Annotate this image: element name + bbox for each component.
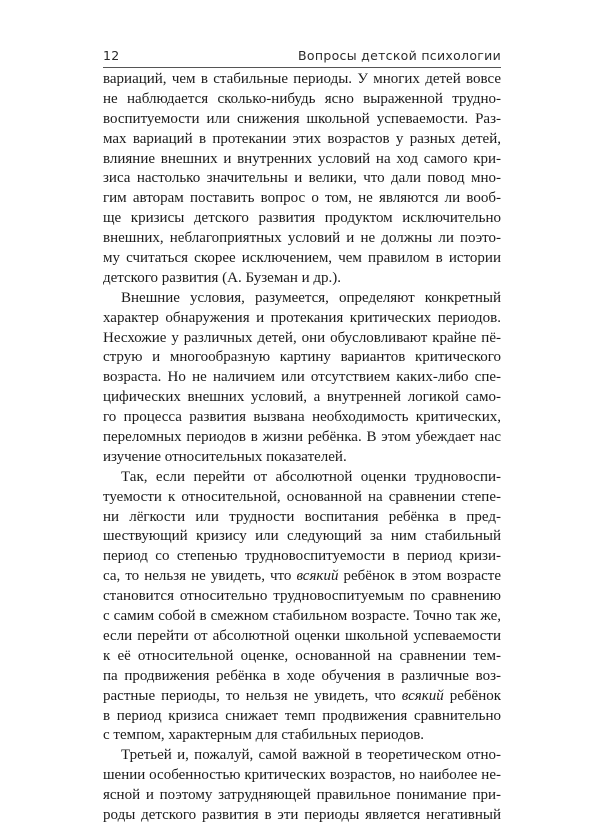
text-segment: с темпом, характерным для стабильных периодов. <box>103 727 425 744</box>
text-segment: внешних, неблагоприятных условий и не должны ли поэто- <box>103 230 501 247</box>
text-segment: в период кризиса снижает темп продвижения сравнительно <box>103 707 501 724</box>
text-segment: шествующий кризису или следующий за ним стабильный <box>103 528 501 545</box>
text-segment: мах вариаций в протекании этих возрастов у разных детей, <box>103 130 501 147</box>
text-segment: характер обнаружения и протекания критических периодов. <box>103 309 501 326</box>
running-header <box>103 48 501 68</box>
text-line <box>103 368 501 388</box>
text-line <box>103 150 501 170</box>
text-line <box>103 309 501 329</box>
text-line <box>103 70 501 90</box>
text-line <box>103 269 501 289</box>
text-segment: с самим собой в смежном стабильном возрасте. Точно так же, <box>103 608 501 625</box>
text-segment: гим авторам поставить вопрос о том, не являются ли вооб- <box>103 190 501 207</box>
text-segment: вариаций, чем в стабильные периоды. У многих детей вовсе <box>103 71 501 87</box>
text-segment: воспитуемости или снижения школьной успеваемости. Раз- <box>103 110 501 127</box>
text-line <box>103 547 501 567</box>
text-line <box>103 806 501 826</box>
text-line <box>103 607 501 627</box>
text-line <box>103 130 501 150</box>
text-segment: зиса настолько значительны и велики, что дали повод мно- <box>103 170 501 187</box>
text-segment: Внешние условия, разумеется, определяют конкретный <box>121 289 501 306</box>
text-segment: струю и многообразную картину вариантов критического <box>103 349 501 366</box>
text-line <box>103 90 501 110</box>
body-text <box>103 70 501 826</box>
text-segment: ребёнок <box>443 687 501 704</box>
text-segment: не наблюдается сколько-нибудь ясно выраженной трудно- <box>103 90 501 107</box>
text-line <box>103 527 501 547</box>
text-line <box>103 209 501 229</box>
text-line <box>103 687 501 707</box>
text-line <box>103 189 501 209</box>
text-line <box>103 169 501 189</box>
text-segment: ясной и поэтому затрудняющей правильное понимание при- <box>103 787 501 804</box>
text-segment: па продвижения ребёнка в ходе обучения в различные воз- <box>103 667 501 684</box>
text-segment: влияние внешних и внутренних условий на ход самого кри- <box>103 150 501 167</box>
text-line <box>103 746 501 766</box>
text-segment: шении особенностью критических возрастов, но наиболее не- <box>103 767 501 784</box>
running-title: Вопросы детской психологии <box>298 48 501 63</box>
text-line <box>103 488 501 508</box>
text-line <box>103 428 501 448</box>
text-line <box>103 587 501 607</box>
text-segment: цифических внешних условий, а внутренней логикой само- <box>103 389 501 406</box>
text-segment: го процесса развития вызвана необходимость критических, <box>103 409 501 426</box>
text-line <box>103 647 501 667</box>
text-segment: ни лёгкости или трудности воспитания ребёнка в пред- <box>103 508 501 525</box>
text-line <box>103 468 501 488</box>
page-number: 12 <box>103 48 120 63</box>
text-segment: возраста. Но не наличием или отсутствием каких-либо спе- <box>103 369 501 386</box>
text-line <box>103 388 501 408</box>
text-line <box>103 348 501 368</box>
text-segment: период со степенью трудновоспитуемости в период кризи- <box>103 548 501 565</box>
text-line <box>103 329 501 349</box>
text-line <box>103 249 501 269</box>
emphasis-word: всякий <box>296 568 339 585</box>
text-line <box>103 627 501 647</box>
text-line <box>103 766 501 786</box>
text-line <box>103 667 501 687</box>
text-line <box>103 408 501 428</box>
text-segment: изучение относительных показателей. <box>103 448 347 465</box>
text-segment: если перейти от абсолютной оценки школьной успеваемости <box>103 627 501 644</box>
text-line <box>103 786 501 806</box>
text-segment: становится относительно трудновоспитуемым по сравнению <box>103 588 501 605</box>
text-segment: ще кризисы детского развития продуктом исключительно <box>103 210 501 227</box>
text-segment: детского развития (А. Буземан и др.). <box>103 269 342 286</box>
text-line <box>103 110 501 130</box>
header-rule <box>103 67 501 68</box>
text-line <box>103 567 501 587</box>
text-line <box>103 726 501 746</box>
text-segment: растные периоды, то нельзя не увидеть, что <box>103 687 402 704</box>
text-line <box>103 707 501 727</box>
text-line <box>103 289 501 309</box>
text-segment: Несхожие у различных детей, они обусловливают крайне пё- <box>103 329 501 346</box>
text-segment: переломных периодов в жизни ребёнка. В этом убеждает нас <box>103 429 501 446</box>
text-segment: са, то нельзя не увидеть, что <box>103 568 297 585</box>
text-segment: роды детского развития в эти периоды является негативный <box>103 806 501 823</box>
text-segment: к её относительной оценке, основанной на сравнении тем- <box>103 647 501 664</box>
emphasis-word: всякий <box>401 687 444 704</box>
text-segment: Третьей и, пожалуй, самой важной в теоретическом отно- <box>121 747 501 764</box>
text-segment: туемости к относительной, основанной на сравнении степе- <box>103 488 501 505</box>
text-segment: му считаться скорее исключением, чем правилом в истории <box>103 250 501 267</box>
text-line <box>103 229 501 249</box>
text-segment: Так, если перейти от абсолютной оценки трудновоспи- <box>121 468 501 485</box>
text-segment: ребёнок в этом возрасте <box>338 568 501 585</box>
text-line <box>103 508 501 528</box>
text-line <box>103 448 501 468</box>
